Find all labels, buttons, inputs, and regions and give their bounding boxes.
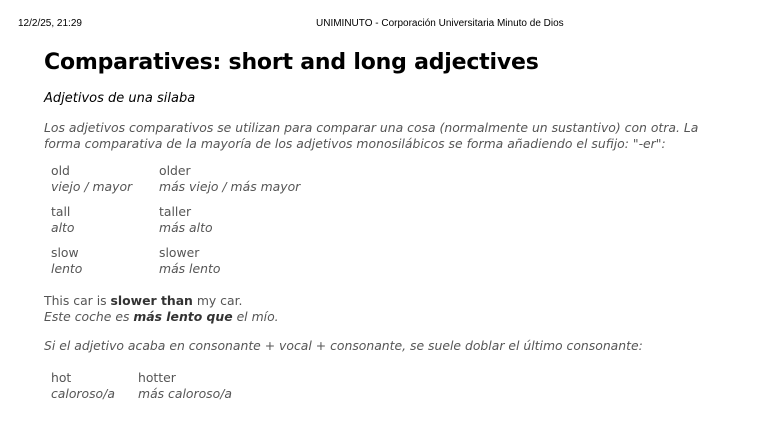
base-adjective-es: viejo / mayor (51, 178, 133, 194)
comparative-es: más alto (159, 219, 213, 235)
page-title: Comparatives: short and long adjectives (44, 50, 539, 75)
comparatives-table (51, 163, 300, 277)
base-adjective-cell (51, 370, 138, 402)
comparative-es: más caloroso/a (138, 385, 232, 401)
example-es (44, 309, 744, 325)
comparative-adjective-cell (159, 204, 300, 236)
example-es-text-end: el mío. (232, 308, 279, 324)
base-adjective-en: hot (51, 369, 72, 385)
table-row (51, 245, 300, 277)
table-row (51, 204, 300, 236)
comparative-en: taller (159, 203, 192, 219)
base-adjective-en: slow (51, 244, 79, 260)
example-es-highlight: más lento que (133, 308, 233, 324)
example-en-text: This car is (44, 292, 111, 308)
base-adjective-es: lento (51, 260, 83, 276)
base-adjective-es: caloroso/a (51, 385, 115, 401)
print-date: 12/2/25, 21:29 (18, 18, 82, 29)
print-header (0, 18, 784, 32)
table-row (51, 370, 232, 402)
comparative-en: older (159, 162, 191, 178)
document-content (44, 48, 744, 402)
base-adjective-es: alto (51, 219, 75, 235)
comparative-adjective-cell (138, 370, 232, 402)
base-adjective-cell (51, 245, 159, 277)
base-adjective-en: old (51, 162, 70, 178)
example-en (44, 293, 744, 309)
example-es-text: Este coche es (44, 308, 134, 324)
comparative-adjective-cell (159, 163, 300, 195)
example-en-text-end: my car. (192, 292, 243, 308)
comparative-es: más viejo / más mayor (159, 178, 301, 194)
comparative-adjective-cell (159, 245, 300, 277)
comparative-en: hotter (138, 369, 176, 385)
intro-paragraph: Los adjetivos comparativos se utilizan para comparar una cosa (normalmente un sustantivo) con otra. La forma comparativa de la mayoría de los adjetivos monosilábicos se forma añadiendo el sufijo: "-er": (44, 120, 699, 151)
doubling-table (51, 370, 232, 402)
comparative-es: más lento (159, 260, 221, 276)
base-adjective-cell (51, 163, 159, 195)
section-subtitle: Adjetivos de una silaba (44, 91, 196, 106)
table-row (51, 163, 300, 195)
base-adjective-en: tall (51, 203, 71, 219)
base-adjective-cell (51, 204, 159, 236)
example-en-highlight: slower than (110, 292, 193, 308)
example-sentences (44, 293, 744, 325)
spelling-rule: Si el adjetivo acaba en consonante + vocal + consonante, se suele doblar el último consonante: (44, 337, 643, 353)
comparative-en: slower (159, 244, 200, 260)
print-site-title: UNIMINUTO - Corporación Universitaria Minuto de Dios (316, 18, 564, 29)
